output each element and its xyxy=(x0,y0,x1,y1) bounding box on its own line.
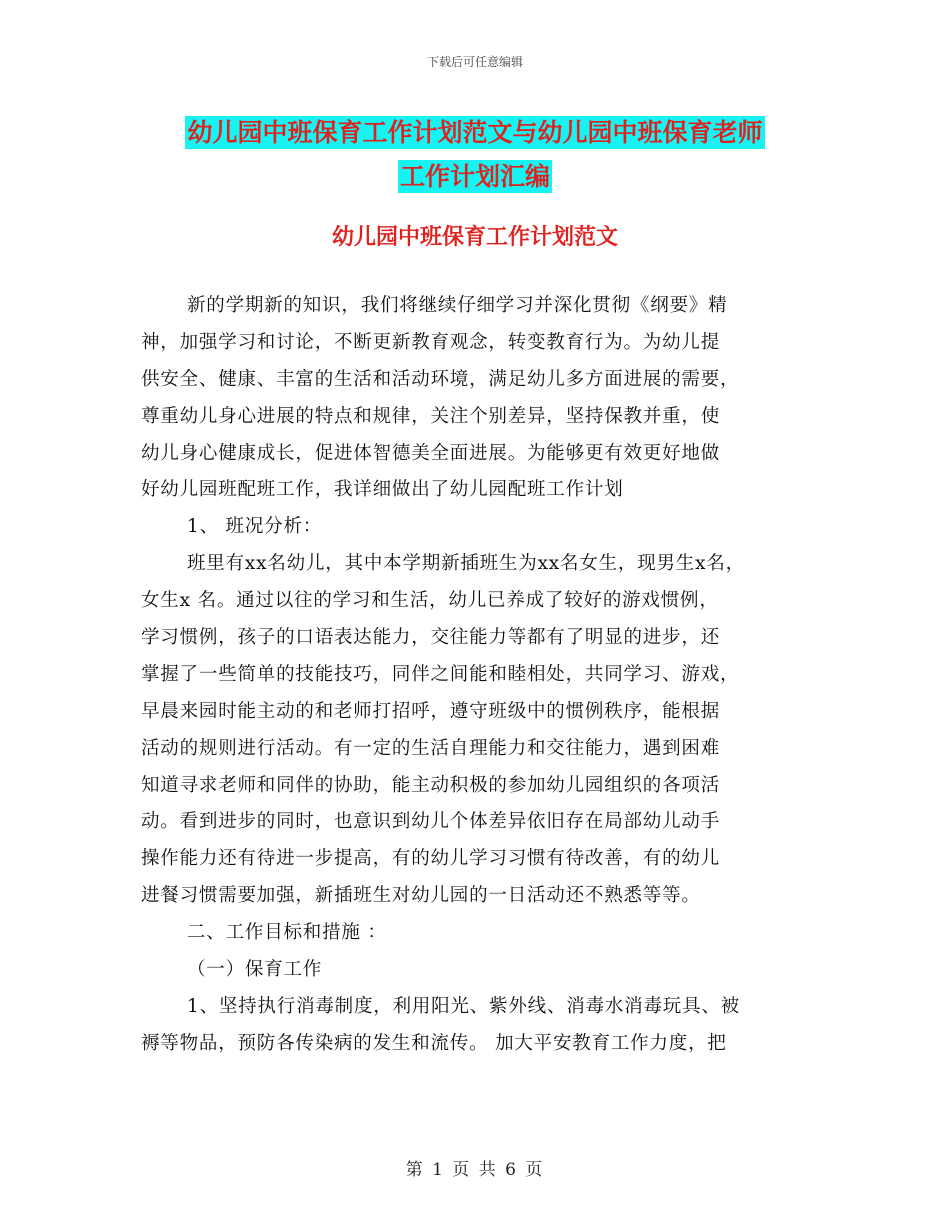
body-line: 操作能力还有待进一步提高，有的幼儿学习习惯有待改善，有的幼儿 xyxy=(141,848,721,870)
body-line: 活动的规则进行活动。有一定的生活自理能力和交往能力，遇到困难 xyxy=(141,737,721,759)
body-line: 好幼儿园班配班工作，我详细做出了幼儿园配班工作计划 xyxy=(141,479,624,501)
body-line: 新的学期新的知识，我们将继续仔细学习并深化贯彻《纲要》精 xyxy=(187,295,728,316)
document-body xyxy=(141,288,821,1063)
body-line: 1、 班况分析： xyxy=(187,516,323,538)
body-line: 女生x 名。通过以往的学习和生活，幼儿已养成了较好的游戏惯例， xyxy=(141,590,719,612)
body-line: 动。看到进步的同时，也意识到幼儿个体差异依旧存在局部幼儿动手 xyxy=(141,811,721,833)
body-line: 班里有xx名幼儿，其中本学期新插班生为xx名女生，现男生x名， xyxy=(187,553,745,575)
body-line: 早晨来园时能主动的和老师打招呼，遵守班级中的惯例秩序，能根据 xyxy=(141,700,721,722)
body-line: 1、坚持执行消毒制度，利用阳光、紫外线、消毒水消毒玩具、被 xyxy=(187,995,740,1017)
body-line: 进餐习惯需要加强，新插班生对幼儿园的一日活动还不熟悉等等。 xyxy=(141,885,701,907)
body-line: 二、工作目标和措施 ： xyxy=(187,922,387,944)
document-title-line-2: 工作计划汇编 xyxy=(399,162,550,191)
body-line: 尊重幼儿身心进展的特点和规律，关注个别差异，坚持保教并重，使 xyxy=(141,405,721,427)
section-title: 幼儿园中班保育工作计划范文 xyxy=(331,225,618,250)
document-title-line-1: 幼儿园中班保育工作计划范文与幼儿园中班保育老师 xyxy=(187,118,763,147)
body-line: 知道寻求老师和同伴的协助，能主动积极的参加幼儿园组织的各项活 xyxy=(141,774,721,796)
document-title xyxy=(0,111,950,199)
body-line: 褥等物品，预防各传染病的发生和流传。 加大平安教育工作力度，把 xyxy=(141,1032,727,1054)
page-footer: 第 1 页 共 6 页 xyxy=(405,1160,545,1180)
body-line: 神，加强学习和讨论，不断更新教育观念，转变教育行为。为幼儿提 xyxy=(141,331,721,353)
body-line: 幼儿身心健康成长，促进体智德美全面进展。为能够更有效更好地做 xyxy=(141,442,721,464)
body-line: 学习惯例，孩子的口语表达能力，交往能力等都有了明显的进步，还 xyxy=(141,627,721,649)
header-note: 下载后可任意编辑 xyxy=(426,55,523,69)
body-line: 供安全、健康、丰富的生活和活动环境，满足幼儿多方面进展的需要， xyxy=(141,368,740,390)
body-line: 掌握了一些简单的技能技巧，同伴之间能和睦相处，共同学习、游戏， xyxy=(141,663,740,685)
body-line: （一）保育工作 xyxy=(187,959,323,981)
